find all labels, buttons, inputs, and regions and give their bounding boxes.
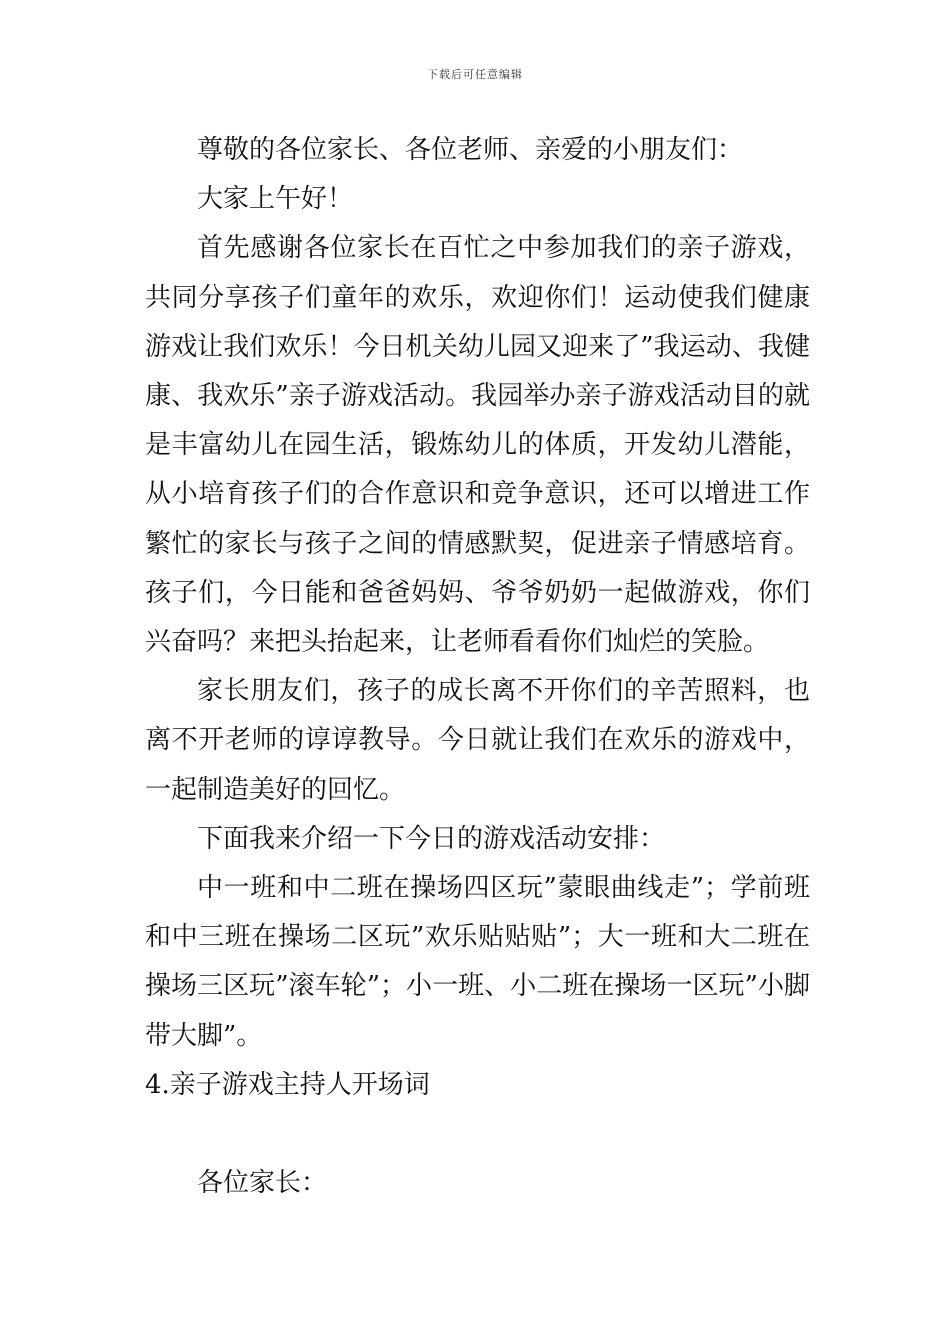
blank-line [145, 1110, 810, 1159]
document-body [145, 126, 810, 1208]
greeting-paragraph: 尊敬的各位家长、各位老师、亲爱的小朋友们： [197, 135, 744, 165]
good-morning-paragraph: 大家上午好！ [197, 184, 354, 215]
header-note: 下载后可任意编辑 [427, 68, 523, 81]
parents-paragraph: 家长朋友们，孩子的成长离不开你们的辛苦照料，也离不开老师的谆谆教导。今日就让我们在欢乐的游戏中，一起制造美好的回忆。 [145, 676, 810, 805]
closing-line: 各位家长： [197, 1168, 328, 1199]
section-heading: 4.亲子游戏主持人开场词 [145, 1069, 430, 1100]
schedule-paragraph: 中一班和中二班在操场四区玩”蒙眼曲线走”；学前班和中三班在操场二区玩”欢乐贴贴贴”；大一班和大二班在操场三区玩”滚车轮”；小一班、小二班在操场一区玩”小脚带大脚”。 [145, 873, 810, 1051]
schedule-intro-paragraph: 下面我来介绍一下今日的游戏活动安排： [197, 823, 666, 854]
thanks-paragraph: 首先感谢各位家长在百忙之中参加我们的亲子游戏，共同分享孩子们童年的欢乐，欢迎你们！运动使我们健康游戏让我们欢乐！今日机关幼儿园又迎来了”我运动、我健康、我欢乐”亲子游戏活动。我园举办亲子游戏活动目的就是丰富幼儿在园生活，锻炼幼儿的体质，开发幼儿潜能，从小培育孩子们的合作意识和竞争意识，还可以增进工作繁忙的家长与孩子之间的情感默契，促进亲子情感培育。孩子们，今日能和爸爸妈妈、爷爷奶奶一起做游戏，你们兴奋吗？来把头抬起来，让老师看看你们灿烂的笑脸。 [145, 233, 810, 658]
